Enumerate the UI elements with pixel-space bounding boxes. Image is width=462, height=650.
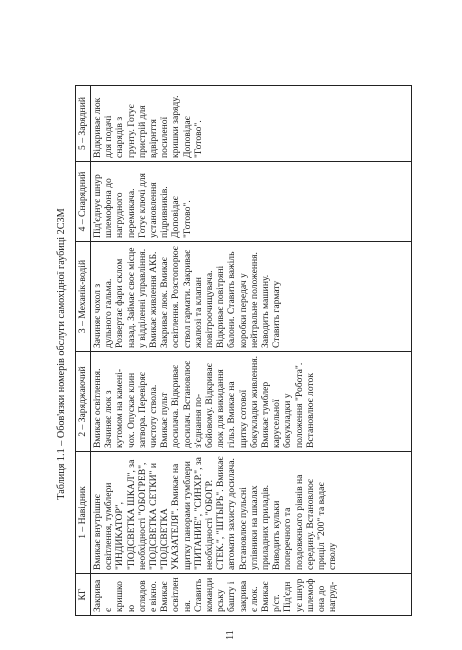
table-header-row (76, 86, 91, 616)
header-shell-carrier: 4 – Снарядний (76, 162, 91, 242)
cell-loader: Вмикає освітлення. Зачиняє люк з кутомом на камені-чох. Опускає клин затвора. Перевіряє чистоту ствола. Вмикає пульт досилача. Відкриває досилач. Встановлює з'єднання по-бойовому. Відкриває люк для викидання гільз. Вмикає на щитку сотової бокукладки живлення. Вмикає тумблер карусельної бокукладки у положення "Робота". Встановлює лоток (91, 352, 412, 452)
rotated-page-content (55, 84, 417, 624)
cell-shell-carrier: Під'єднує шнур шлемофона до нагрудного перемикача. Готує ключі для установлення підривників. Доповідає "Готово". (91, 162, 412, 242)
header-loader: 2 – Заряджаючий (76, 352, 91, 452)
cell-driver: Зачиняє чохол з дульного гальма. Розвертає фари склом назад. Займає своє місце у відділенні управління. Вмикає живлення АКБ. Закриває люк. Вмикає освітлення. Розстопорює ствол гармати. Закриває жалюзі та клапан повітроочищувача. Відкриває повітряні балони. Ставить важіль коробки передач у нейтральне положення. Заводить машину. Ставить гармату (91, 242, 412, 352)
duties-table (75, 85, 412, 616)
cell-gunner: Вмикає внутрішнє освітлення, тумблери "ИНДИКАТОР", "ПОДСВЕТКА ШКАЛ", за необхідності "ОБОГРЕВ", "ПОДСВЕТКА СЕТКИ" и "ПОДСВЕТКА УКАЗАТЕЛЯ". Вмикає на щитку панорами тумблери "ПИТАНИЕ", "СИНХР.", за необхідності "ОБОГР. СТЕК.", "ШТЫРЬ". Вмикає автомати захисту досилача. Встановлює пульсні углівники на шкалах приладних приладів. Виводить кульки поперечного та поздовжнього рівнів на середину. Встановлює приціл "200" та вадає стволу (91, 452, 412, 574)
header-kg: КГ (76, 574, 91, 616)
header-charge-carrier: 5 – Зарядний (76, 86, 91, 162)
table-row (91, 86, 412, 616)
header-gunner: 1 – Навідник (76, 452, 91, 574)
table-caption: Таблиця 1.1 – Обов'язки номерів обслуги самохідної гаубиці 2С3М (56, 208, 67, 500)
page-number: 11 (225, 630, 236, 640)
cell-charge-carrier: Відкриває люк для подачі снарядів з грунту. Готує пристрій для вдвірнття посиленої кришки заряду. Доповідає "Готово". (91, 86, 412, 162)
cell-kg: Закриває кришкою оглядове вікно. Вмикає освітлення. Ставить командирську башту і закриває люк. Вмикає р/ст. Під'єднує шнур шлемофона до нагруд- (91, 574, 412, 616)
header-driver: 3 – Механік-водій (76, 242, 91, 352)
